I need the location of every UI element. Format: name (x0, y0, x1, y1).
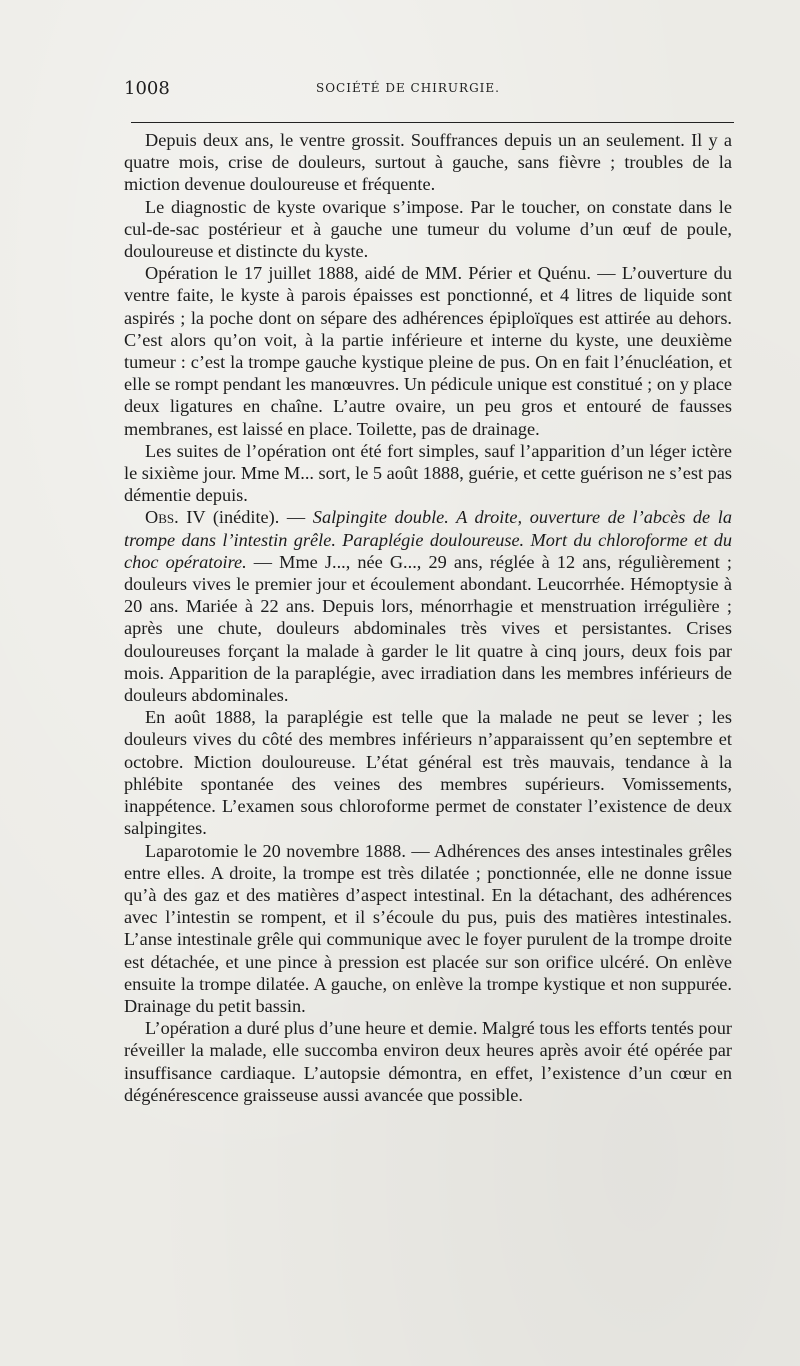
observation-paragraph (124, 506, 732, 706)
observation-text: — Mme J..., née G..., 29 ans, réglée à 12 ans, régulièrement ; douleurs vives le premier jour et écoulement abondant. Leucorrhée. Hémoptysie à 20 ans. Mariée à 22 ans. Depuis lors, ménorrhagie et menstruation irrégulière ; après une chute, douleurs abdominales très vives et persistantes. Crises douloureuses forçant la malade à garder le lit quatre à cinq jours, deux fois par mois. Apparition de la paraplégie, avec irradiation dans les membres inférieurs de douleurs abdominales. (124, 551, 732, 706)
paragraph: Depuis deux ans, le ventre grossit. Souffrances depuis un an seulement. Il y a quatre mois, crise de douleurs, surtout à gauche, sans fièvre ; troubles de la miction devenue douloureuse et fréquente. (124, 130, 732, 195)
page-header (124, 78, 730, 102)
paragraph: En août 1888, la paraplégie est telle que la malade ne peut se lever ; les douleurs vives du côté des membres inférieurs n’apparaissent qu’en septembre et octobre. Miction douloureuse. L’état général est très mauvais, tendance à la phlébite spontanée des veines des membres supérieurs. Vomissements, inappétence. L’examen sous chloroforme permet de constater l’existence de deux salpingites. (124, 707, 732, 839)
observation-label: Obs. (145, 507, 179, 528)
page-number: 1008 (124, 78, 170, 99)
paragraph: L’opération a duré plus d’une heure et demie. Malgré tous les efforts tentés pour réveiller la malade, elle succomba environ deux heures après avoir été opérée par insuffisance cardiaque. L’autopsie démontra, en effet, l’existence d’un cœur en dégénérescence graisseuse aussi avancée que possible. (124, 1018, 732, 1105)
observation-number: IV (inédite). — (178, 507, 313, 528)
body-text (124, 129, 732, 1106)
paragraph: Opération le 17 juillet 1888, aidé de MM. Périer et Quénu. — L’ouverture du ventre faite, le kyste à parois épaisses est ponctionné, et 4 litres de liquide sont aspirés ; la poche dont on sépare des adhérences épiploïques est attirée au dehors. C’est alors qu’on voit, à la partie inférieure et interne du kyste, une deuxième tumeur : c’est la trompe gauche kystique pleine de pus. On en fait l’énucléation, et elle se rompt pendant les manœuvres. Un pédicule unique est constitué ; on y place deux ligatures en chaîne. L’autre ovaire, un peu gros et entouré de fausses membranes, est laissé en place. Toilette, pas de drainage. (124, 263, 732, 439)
header-rule (131, 122, 734, 123)
paragraph: Le diagnostic de kyste ovarique s’impose. Par le toucher, on constate dans le cul-de-sac postérieur et à gauche une tumeur du volume d’un œuf de poule, douloureuse et distincte du kyste. (124, 196, 732, 262)
paragraph: Les suites de l’opération ont été fort simples, sauf l’apparition d’un léger ictère le sixième jour. Mme M... sort, le 5 août 1888, guérie, et cette guérison ne s’est pas démentie depuis. (124, 440, 732, 506)
paragraph: Laparotomie le 20 novembre 1888. — Adhérences des anses intestinales grêles entre elles. A droite, la trompe est très dilatée ; ponctionnée, elle ne donne issue qu’à des gaz et des matières d’aspect intestinal. En la détachant, des adhérences avec l’intestin se rompent, et il s’écoule du pus, puis des matières intestinales. L’anse intestinale grêle qui communique avec le foyer purulent de la trompe droite est détachée, et une pince à pression est placée sur son orifice ulcéré. On enlève ensuite la trompe dilatée. A gauche, on enlève la trompe kystique et non suppurée. Drainage du petit bassin. (124, 840, 732, 1016)
running-head: SOCIÉTÉ DE CHIRURGIE. (316, 81, 500, 95)
observation-title: Salpingite double. A droite, ouverture de l’abcès de la trompe dans l’intestin grêle. Paraplégie douloureuse. Mort du chloroforme et du choc opératoire. (124, 507, 732, 572)
